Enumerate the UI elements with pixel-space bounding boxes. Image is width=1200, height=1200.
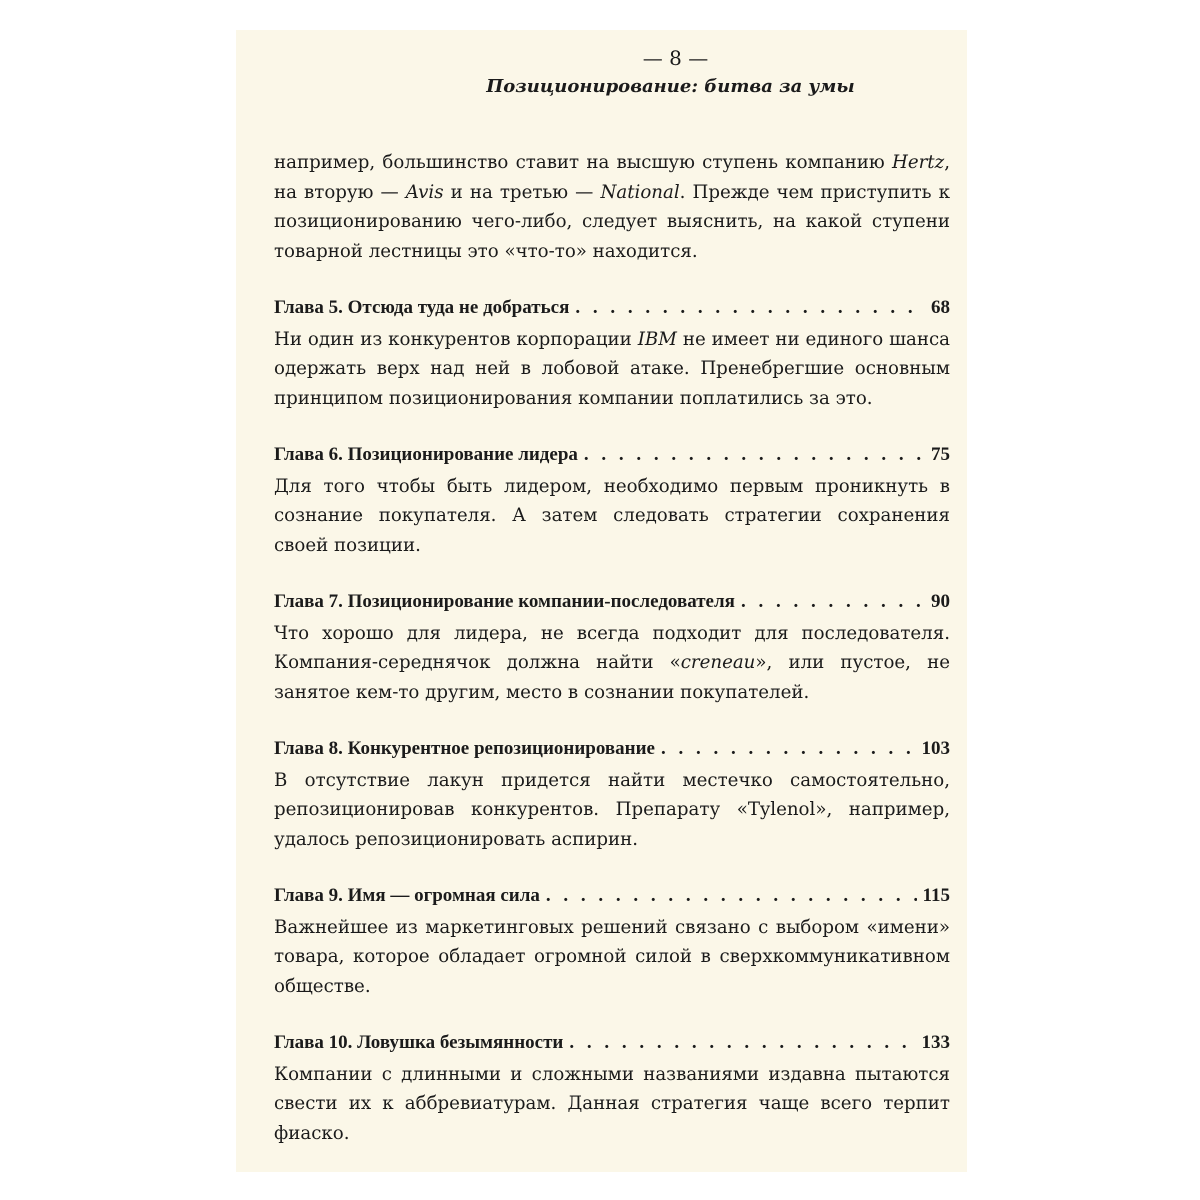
dot-leader	[584, 440, 925, 470]
dot-leader	[741, 587, 925, 617]
chapter-page-number: 75	[931, 444, 950, 465]
chapter-heading	[274, 440, 950, 470]
toc-entry	[274, 293, 950, 413]
chapter-title: Глава 6. Позиционирование лидера	[274, 444, 578, 465]
chapter-title: Глава 7. Позиционирование компании-последователя	[274, 591, 735, 612]
chapter-page-number: 90	[931, 591, 950, 612]
brand-name: Avis	[405, 181, 444, 203]
chapter-heading	[274, 293, 950, 323]
chapter-title: Глава 5. Отсюда туда не добраться	[274, 297, 570, 318]
chapter-page-number: 115	[922, 885, 950, 906]
intro-text: . Прежде чем приступить к позиционированию чего-либо, следует выяснить, на какой ступени товарной лестницы это «что-то» находится.	[274, 181, 950, 262]
toc-entry	[274, 734, 950, 854]
page-number: — 8 —	[642, 46, 709, 70]
intro-paragraph	[274, 148, 950, 266]
chapter-page-number: 103	[921, 738, 950, 759]
dot-leader	[546, 881, 917, 911]
running-book-title: Позиционирование: битва за умы	[486, 76, 855, 97]
chapter-title: Глава 9. Имя — огромная сила	[274, 885, 540, 906]
chapter-heading	[274, 587, 950, 617]
chapter-description: Важнейшее из маркетинговых решений связано с выбором «имени» товара, которое обладает огромной силой в сверхкоммуникативном обществе.	[274, 916, 950, 997]
chapter-page-number: 68	[931, 297, 950, 318]
brand-name: Hertz	[891, 152, 945, 173]
chapter-heading	[274, 734, 950, 764]
brand-name: National	[600, 181, 680, 203]
chapter-title: Глава 8. Конкурентное репозиционирование	[274, 738, 655, 759]
intro-text: , на вторую —	[274, 152, 950, 203]
dot-leader	[569, 1028, 915, 1058]
book-page	[236, 30, 967, 1172]
chapter-description: Для того чтобы быть лидером, необходимо первым проникнуть в сознание покупателя. А затем следовать стратегии сохранения своей позиции.	[274, 475, 950, 556]
chapter-description: Что хорошо для лидера, не всегда подходит для последователя. Компания-середнячок должна найти «creneau», или пустое, не занятое кем-то другим, место в сознании покупателей.	[274, 622, 950, 703]
toc-entry	[274, 881, 950, 1001]
chapter-heading	[274, 881, 950, 911]
chapter-page-number: 133	[921, 1032, 950, 1053]
table-of-contents	[274, 148, 950, 1148]
chapter-description: В отсутствие лакун придется найти местечко самостоятельно, репозиционировав конкурентов. Препарату «Tylenol», например, удалось репозиционировать аспирин.	[274, 769, 950, 850]
dot-leader	[575, 293, 925, 323]
intro-text: и на третью —	[443, 181, 601, 203]
intro-text: например, большинство ставит на высшую ступень компанию	[274, 152, 892, 173]
toc-entry	[274, 440, 950, 560]
chapter-heading	[274, 1028, 950, 1058]
toc-entry	[274, 587, 950, 707]
toc-entry	[274, 1028, 950, 1148]
chapter-title: Глава 10. Ловушка безымянности	[274, 1032, 564, 1053]
chapter-description: Компании с длинными и сложными названиями издавна пытаются свести их к аббревиатурам. Данная стратегия чаще всего терпит фиаско.	[274, 1063, 950, 1144]
dot-leader	[661, 734, 916, 764]
chapter-description: Ни один из конкурентов корпорации IBM не имеет ни единого шанса одержать верх над ней в лобовой атаке. Пренебрегшие основным принципом позиционирования компании поплатились за это.	[274, 328, 950, 409]
